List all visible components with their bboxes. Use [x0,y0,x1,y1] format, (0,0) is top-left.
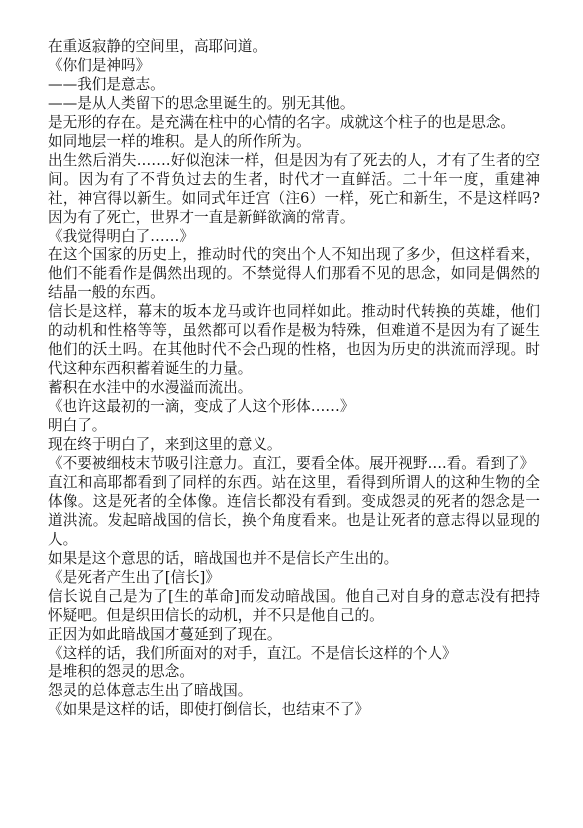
paragraph: 在这个国家的历史上，推动时代的突出个人不知出现了多少，但这样看来，他们不能看作是偶然出现的。不禁觉得人们那看不见的思念，如同是偶然的结晶一般的东西。 [48,246,540,302]
paragraph: 《这样的话，我们所面对的对手，直江。不是信长这样的个人》 [48,644,457,662]
paragraph: 直江和高耶都看到了同样的东西。站在这里，看得到所谓人的这种生物的全体像。这是死者的全体像。连信长都没有看到。变成怨灵的死者的怨念是一道洪流。发起暗战国的信长，换个角度看来。也是让死者的意志得以显现的人。 [48,473,540,548]
novel-text-body [48,38,540,720]
paragraph: 如果是这个意思的话，暗战国也并不是信长产生出的。 [48,549,399,567]
paragraph: 信长是这样，幕末的坂本龙马或许也同样如此。推动时代转换的英雄，他们的动机和性格等等，虽然都可以看作是极为特殊，但难道不是因为有了诞生他们的沃土吗。在其他时代不会凸现的性格，也因为历史的洪流而浮现。时代这种东西积蓄着诞生的力量。 [48,303,540,378]
paragraph: 是堆积的怨灵的思念。 [48,663,194,681]
paragraph: 蓄积在水洼中的水漫溢而流出。 [48,379,253,397]
paragraph: 《你们是神吗》 [48,56,151,74]
paragraph: 是无形的存在。是充满在柱中的心情的名字。成就这个柱子的也是思念。 [48,113,516,131]
paragraph: 《也许这最初的一滴，变成了人这个形体……》 [48,398,355,416]
paragraph: 正因为如此暗战国才蔓延到了现在。 [48,625,282,643]
paragraph: 《我觉得明白了……》 [48,227,194,245]
paragraph: ——是从人类留下的思念里诞生的。别无其他。 [48,94,355,112]
paragraph: 信长说自己是为了[生的革命]而发动暗战国。他自己对自身的意志没有把持怀疑吧。但是织田信长的动机，并不只是他自己的。 [48,587,540,624]
paragraph: 《不要被细枝末节吸引注意力。直江，要看全体。展开视野….看。看到了》 [48,454,535,472]
paragraph: 如同地层一样的堆积。是人的所作所为。 [48,132,311,150]
paragraph: 明白了。 [48,417,107,435]
paragraph: 现在终于明白了，来到这里的意义。 [48,436,282,454]
paragraph: ——我们是意志。 [48,75,165,93]
paragraph: 《是死者产生出了[信长]》 [48,568,220,586]
paragraph: 出生然后消失…….好似泡沫一样，但是因为有了死去的人，才有了生者的空间。因为有了不背负过去的生者，时代才一直鲜活。二十年一度，重建神社，神宫得以新生。如同式年迁宫（注6）一样，死亡和新生，不是这样吗?因为有了死亡，世界才一直是新鲜欲滴的常青。 [48,151,540,226]
paragraph: 怨灵的总体意志生出了暗战国。 [48,682,253,700]
paragraph: 《如果是这样的话，即使打倒信长，也结束不了》 [48,701,370,719]
paragraph: 在重返寂静的空间里，高耶问道。 [48,38,267,55]
